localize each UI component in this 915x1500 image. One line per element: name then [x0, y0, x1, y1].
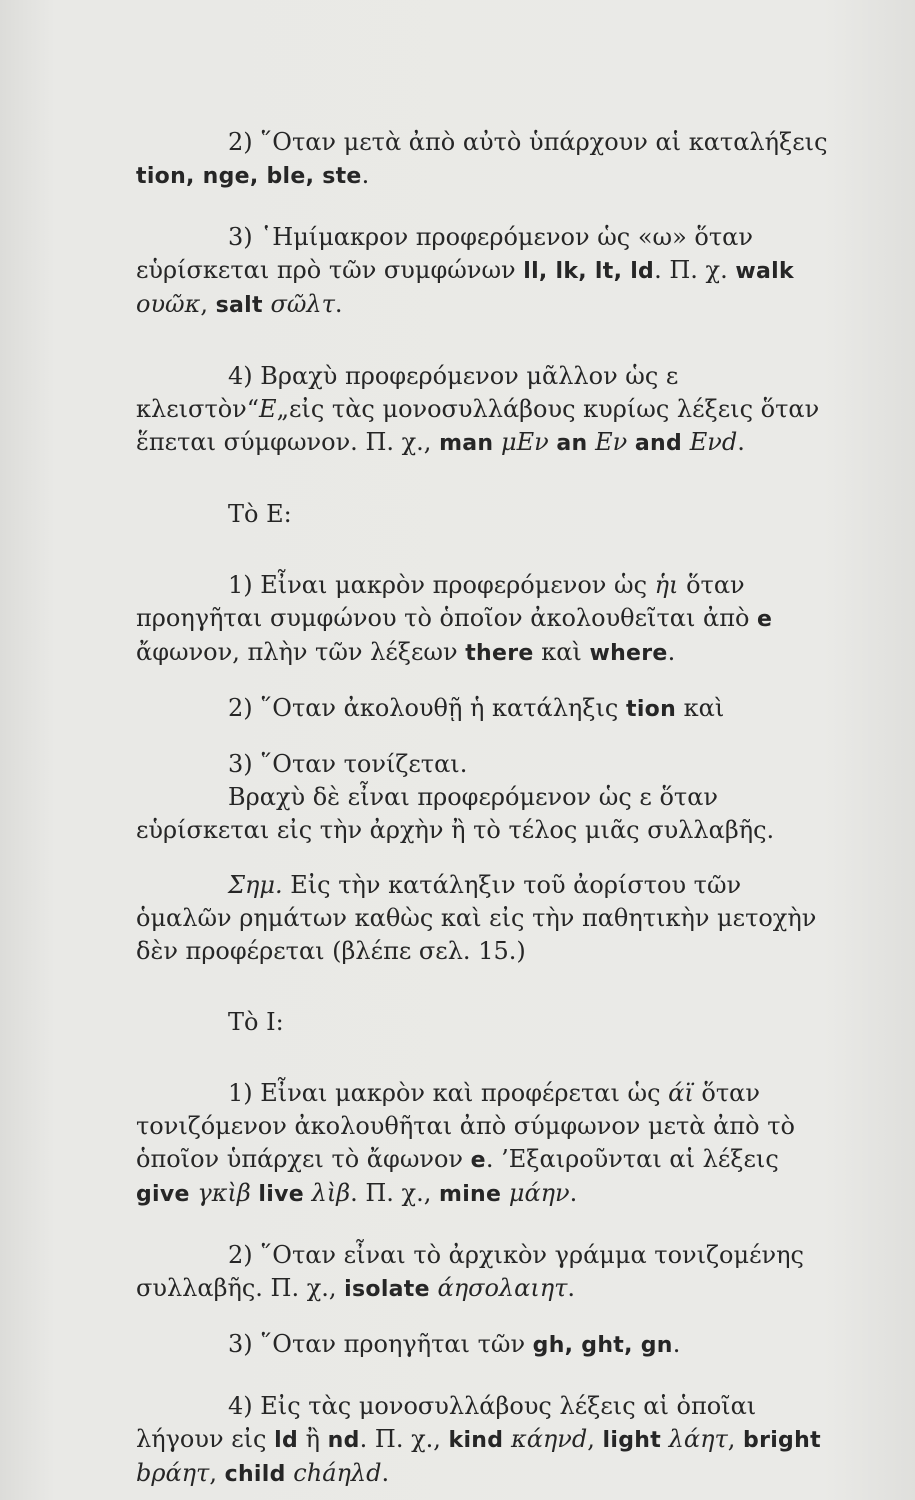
- english-word: man: [439, 431, 494, 456]
- rule-3-half-long: [136, 221, 836, 322]
- pronunciation: μΕν: [501, 428, 549, 456]
- text: ,: [209, 1459, 225, 1487]
- english-word: where: [589, 641, 668, 666]
- text: .: [567, 1274, 576, 1302]
- text: . Π. χ.,: [350, 1179, 439, 1207]
- page-text: [136, 126, 836, 1491]
- e-remark: [136, 869, 836, 968]
- english-word: and: [634, 431, 683, 456]
- text: ἢ: [298, 1425, 328, 1453]
- english-examples: tion, nge, ble, ste: [136, 164, 362, 189]
- section-heading-i: Τὸ Ι:: [228, 1008, 284, 1036]
- text: 3) ῾Ημίμακρον προφερόμενον ὡς «ω» ὅταν εὑρίσκεται πρὸ τῶν συμφώνων: [136, 223, 753, 284]
- pronunciation: σῶλτ: [270, 290, 335, 318]
- section-heading-e: Τὸ Ε:: [228, 500, 292, 528]
- text: ὅταν τονιζόμενον ἀκολουθῆται ἀπὸ σύμφωνον μετὰ ἀπὸ τὸ ὁποῖον ὑπάρχει τὸ ἄφωνον: [136, 1079, 795, 1173]
- english-ending: ld: [274, 1428, 298, 1453]
- pronunciation: Ενd: [689, 428, 738, 456]
- e-short-note: Βραχὺ δὲ εἶναι προφερόμενον ὡς ε ὅταν εὑρίσκεται εἰς τὴν ἀρχὴν ἢ τὸ τέλος μιᾶς συλλαβῆς.: [136, 783, 775, 844]
- text: .: [667, 638, 676, 666]
- i-rule-3: [136, 1328, 836, 1362]
- text: .: [361, 161, 370, 189]
- text: ,: [200, 290, 216, 318]
- pronunciation: άησολαιητ: [437, 1274, 568, 1302]
- pronunciation: μάην: [508, 1179, 570, 1207]
- text: . Π. χ.: [654, 256, 736, 284]
- text: .: [334, 290, 343, 318]
- pronunciation: άϊ: [668, 1079, 694, 1107]
- text: . Π. χ.,: [359, 1425, 449, 1453]
- text: ὅταν προηγῆται συμφώνου τὸ ὁποῖον ἀκολουθεῖται ἀπὸ: [136, 571, 758, 632]
- text: ἄφωνον, πλὴν τῶν λέξεων: [136, 638, 466, 666]
- text: ,: [727, 1425, 744, 1453]
- remark-label: Σημ.: [228, 871, 283, 899]
- text: .: [737, 428, 745, 456]
- text: καὶ: [533, 638, 590, 666]
- text: ,: [587, 1425, 603, 1453]
- english-word: give: [136, 1182, 190, 1207]
- english-letter: e: [470, 1148, 486, 1173]
- english-word: live: [258, 1182, 304, 1207]
- text: .: [672, 1330, 681, 1358]
- english-letter: e: [757, 607, 773, 632]
- pronunciation: κάηνd: [510, 1425, 588, 1453]
- english-ending: nd: [327, 1428, 360, 1453]
- pronunciation: Εν: [595, 428, 628, 456]
- pronunciation: cháηλd: [293, 1459, 382, 1487]
- text: 3) ῞Οταν προηγῆται τῶν: [228, 1330, 533, 1358]
- pronunciation: Ε: [259, 395, 277, 423]
- rule-2-endings: [136, 126, 836, 193]
- i-rule-2: [136, 1239, 836, 1306]
- pronunciation: λάητ: [668, 1425, 728, 1453]
- pronunciation: bράητ: [136, 1459, 210, 1487]
- pronunciation: ἡι: [654, 571, 679, 599]
- english-word: an: [556, 431, 588, 456]
- rule-4-short: [136, 360, 836, 460]
- text: 2) ῞Οταν ἀκολουθῇ ἡ κατάληξις: [228, 694, 626, 722]
- text: 1) Εἶναι μακρὸν καὶ προφέρεται ὡς: [228, 1079, 669, 1107]
- pronunciation: γκὶβ: [197, 1179, 251, 1207]
- pronunciation: ουῶκ: [136, 290, 201, 318]
- i-rule-1: [136, 1077, 836, 1211]
- english-word: kind: [448, 1428, 504, 1453]
- text: 1) Εἶναι μακρὸν προφερόμενον ὡς: [228, 571, 655, 599]
- english-word: there: [465, 641, 534, 666]
- english-word: light: [602, 1428, 662, 1453]
- text: 2) ῞Οταν μετὰ ἀπὸ αὐτὸ ὑπάρχουν αἱ καταλήξεις: [228, 128, 828, 156]
- english-examples: ll, lk, lt, ld: [523, 259, 655, 284]
- text: 4) Εἰς τὰς μονοσυλλάβους λέξεις αἱ ὁποῖαι λήγουν εἰς: [136, 1392, 757, 1453]
- english-word: isolate: [344, 1277, 430, 1302]
- e-rule-2: [136, 692, 836, 726]
- e-rule-3: 3) ῞Οταν τονίζεται.: [228, 750, 468, 778]
- text: .: [381, 1459, 390, 1487]
- text: .: [569, 1179, 578, 1207]
- english-word: walk: [735, 259, 794, 284]
- english-word: child: [224, 1462, 286, 1487]
- pronunciation: λὶβ: [311, 1179, 351, 1207]
- text: καὶ: [676, 694, 725, 722]
- english-examples: gh, ght, gn: [532, 1333, 673, 1358]
- text: „εἰς τὰς μονοσυλλάβους κυρίως λέξεις ὅταν ἕπεται σύμφωνον. Π. χ.,: [136, 395, 820, 456]
- text: . ’Εξαιροῦνται αἱ λέξεις: [485, 1145, 779, 1173]
- english-word: mine: [438, 1182, 502, 1207]
- e-rule-1: [136, 569, 836, 670]
- english-word: salt: [215, 293, 263, 318]
- text: 4) Βραχὺ προφερόμενον μᾶλλον ὡς ε κλειστὸν“: [136, 362, 679, 423]
- i-rule-4: [136, 1390, 836, 1491]
- text: Εἰς τὴν κατάληξιν τοῦ ἀορίστου τῶν ὁμαλῶν ρημάτων καθὼς καὶ εἰς τὴν παθητικὴν μετοχὴν δὲν προφέρεται (βλέπε σελ. 15.): [136, 871, 817, 965]
- english-word: bright: [743, 1428, 821, 1453]
- text: 2) ῞Οταν εἶναι τὸ ἀρχικὸν γράμμα τονιζομένης συλλαβῆς. Π. χ.,: [136, 1241, 804, 1302]
- english-ending: tion: [626, 697, 677, 722]
